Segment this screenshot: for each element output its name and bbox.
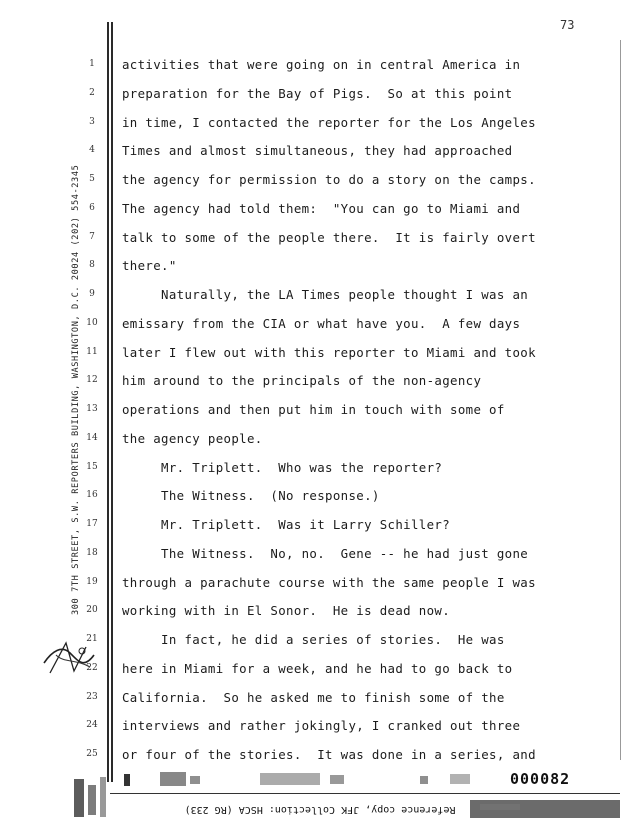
line-number: 9 xyxy=(89,289,95,299)
line-number: 4 xyxy=(89,145,95,156)
line-number: 17 xyxy=(86,519,98,529)
line-number: 8 xyxy=(89,260,95,271)
scan-noise xyxy=(72,775,112,820)
transcript-line: Mr. Triplett. Was it Larry Schiller? xyxy=(122,517,451,532)
transcript-line: the agency people. xyxy=(122,430,263,446)
line-number: 11 xyxy=(86,346,98,357)
line-number: 3 xyxy=(89,116,95,127)
line-number: 1 xyxy=(89,59,95,69)
line-number: 20 xyxy=(86,605,98,616)
footer-rule xyxy=(110,793,620,794)
scan-noise xyxy=(470,798,620,820)
transcript-line: Times and almost simultaneous, they had approached xyxy=(122,143,513,159)
line-number: 6 xyxy=(89,202,95,213)
line-number: 10 xyxy=(86,317,98,328)
line-number: 13 xyxy=(86,404,98,414)
transcript-line: here in Miami for a week, and he had to go back to xyxy=(122,660,513,676)
margin-rule-inner xyxy=(111,22,113,782)
transcript-line: later I flew out with this reporter to Miami and took xyxy=(122,344,536,360)
transcript-line: The Witness. No, no. Gene -- he had just gone xyxy=(122,545,529,561)
line-number: 24 xyxy=(86,720,98,731)
transcript-line: the agency for permission to do a story on the camps. xyxy=(122,172,536,187)
transcript-line: interviews and rather jokingly, I cranked out three xyxy=(122,718,521,734)
reference-copy-stamp: Reference copy, JFK Collection: HSCA (RG 233) xyxy=(184,804,456,815)
transcript-line: Naturally, the LA Times people thought I was an xyxy=(122,287,529,302)
line-number: 15 xyxy=(86,461,98,472)
document-number: 000082 xyxy=(510,770,571,788)
margin-rule-right xyxy=(620,40,621,760)
transcript-line: in time, I contacted the reporter for the Los Angeles xyxy=(122,114,536,130)
line-number: 23 xyxy=(86,691,98,702)
reporter-address-stamp: 300 7TH STREET, S.W. REPORTERS BUILDING, WASHINGTON, D.C. 20024 (202) 554-2345 xyxy=(71,164,81,615)
line-number: 5 xyxy=(89,174,95,184)
transcript-line: him around to the principals of the non-agency xyxy=(122,373,482,389)
transcript-line: preparation for the Bay of Pigs. So at this point xyxy=(122,85,513,101)
page-number: 73 xyxy=(560,18,575,32)
transcript-line: working with in El Sonor. He is dead now. xyxy=(122,603,451,619)
transcript-line: emissary from the CIA or what have you. A few days xyxy=(122,315,521,331)
transcript-line: The Witness. (No response.) xyxy=(122,488,380,504)
transcript-line: or four of the stories. It was done in a series, and xyxy=(122,747,536,762)
transcript-line: In fact, he did a series of stories. He was xyxy=(122,632,505,647)
line-number: 21 xyxy=(86,634,98,644)
line-number: 7 xyxy=(89,231,95,242)
scan-noise xyxy=(120,770,520,788)
transcript-line: through a parachute course with the same people I was xyxy=(122,574,536,590)
transcript-line: there." xyxy=(122,258,177,274)
handwritten-mark-icon xyxy=(40,633,100,683)
line-number: 19 xyxy=(86,576,98,587)
transcript-line: talk to some of the people there. It is fairly overt xyxy=(122,229,536,245)
margin-rule-left xyxy=(107,22,109,782)
transcript-line: California. So he asked me to finish some of the xyxy=(122,689,505,705)
line-number: 18 xyxy=(86,547,98,558)
line-number: 14 xyxy=(86,432,98,443)
line-number: 16 xyxy=(86,490,98,501)
transcript-line: The agency had told them: "You can go to Miami and xyxy=(122,200,521,216)
line-number: 25 xyxy=(86,749,98,759)
line-number: 12 xyxy=(86,375,98,386)
transcript-line: operations and then put him in touch with some of xyxy=(122,402,505,417)
line-number: 2 xyxy=(89,87,95,98)
transcript-line: Mr. Triplett. Who was the reporter? xyxy=(122,459,443,475)
transcript-line: activities that were going on in central America in xyxy=(122,57,521,72)
line-number: 22 xyxy=(86,662,98,673)
